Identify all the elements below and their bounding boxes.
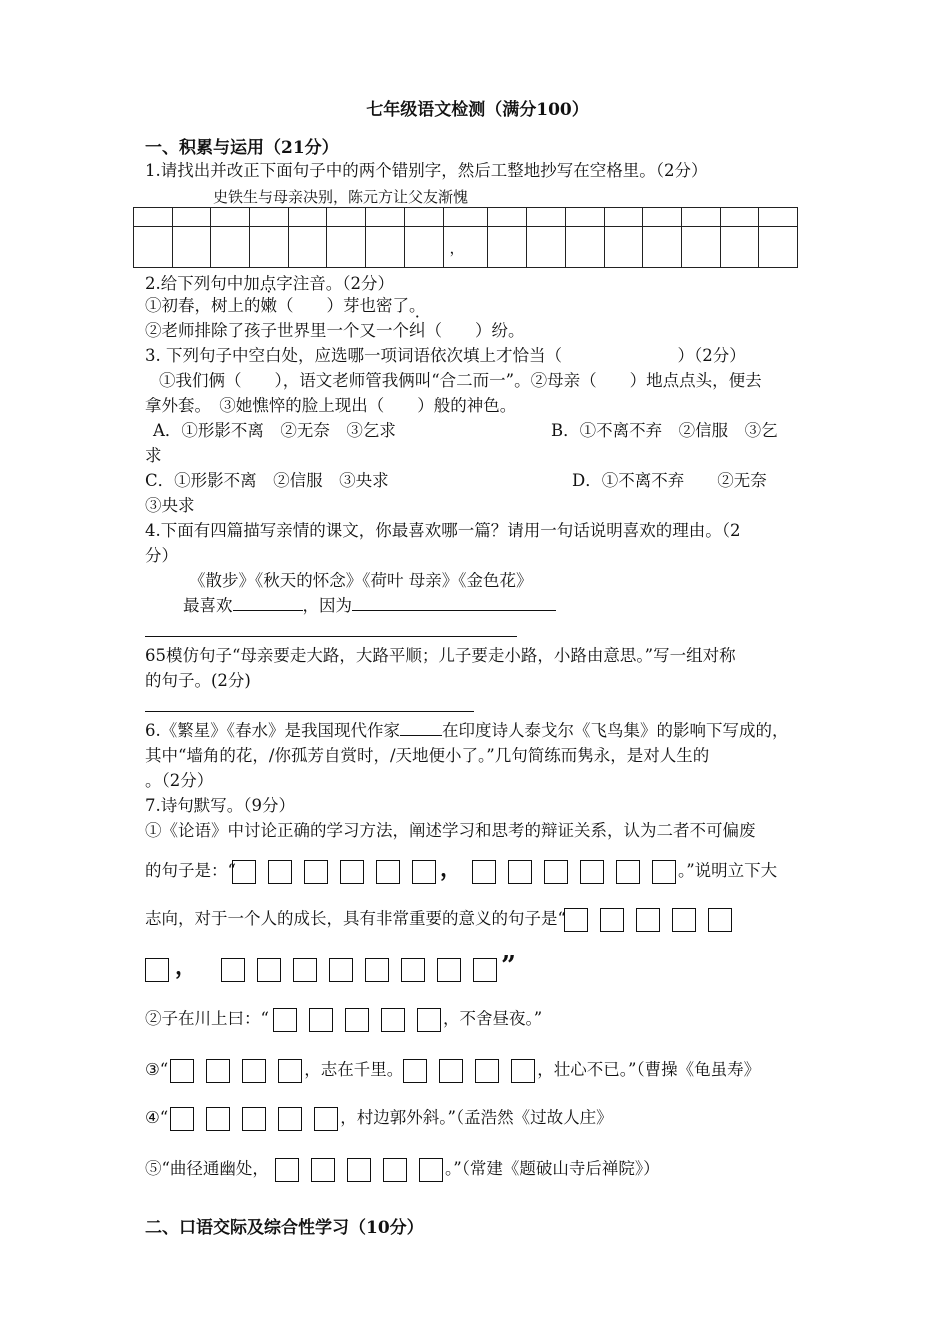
answer-box[interactable]: [376, 860, 400, 884]
grid-cell[interactable]: [759, 208, 798, 227]
q7-item5: [145, 1152, 660, 1186]
grid-cell[interactable]: [327, 227, 366, 268]
q3-option-d-tail: ③央求: [145, 496, 195, 515]
q4-text-line1: 4.下面有四篇描写亲情的课文，你最喜欢哪一篇？请用一句话说明喜欢的理由。（2: [145, 521, 741, 540]
grid-cell[interactable]: [288, 227, 327, 268]
q7-item5-prefix: ⑤“曲径通幽处，: [145, 1159, 269, 1178]
q7-item4-suffix: ，村边郭外斜。”（孟浩然《过故人庄》: [340, 1108, 613, 1127]
q4-text-line2: 分）: [145, 546, 178, 565]
q6-text-line3: 。（2分）: [145, 771, 214, 790]
q7-item4: [145, 1101, 613, 1135]
q5-text-line1: 65模仿句子“母亲要走大路，大路平顺；儿子要走小路，小路由意思。”写一组对称: [145, 646, 736, 665]
q4-titles: 《散步》《秋天的怀念》《荷叶 母亲》《金色花》: [189, 571, 533, 590]
answer-box[interactable]: [383, 1158, 407, 1182]
answer-box[interactable]: [652, 860, 676, 884]
answer-grid: [133, 207, 798, 268]
q5-answer-blank[interactable]: [145, 711, 474, 712]
q7-item2-prefix: ②子在川上曰：“: [145, 1009, 269, 1028]
q7-item3-prefix: ③“: [145, 1060, 169, 1079]
q7-item5-suffix: 。”（常建《题破山寺后禅院》）: [444, 1159, 660, 1178]
answer-box[interactable]: [309, 1008, 333, 1032]
answer-box[interactable]: [672, 908, 696, 932]
grid-cell[interactable]: [565, 227, 604, 268]
q4-because-label: ，因为: [302, 596, 352, 615]
q7-item1-prefix: 的句子是：“: [145, 861, 236, 880]
grid-cell[interactable]: [250, 208, 289, 227]
q7-item1-suffix: 。”说明立下大: [677, 861, 778, 880]
q2-item2-post: （ ）纷。: [425, 321, 525, 340]
grid-cell[interactable]: [604, 227, 643, 268]
q3-line2: 拿外套。 ③她憔悴的脸上现出（ ）般的神色。: [145, 396, 517, 415]
answer-box[interactable]: [221, 958, 245, 982]
q7-item2: [145, 1002, 542, 1036]
q6-author-blank[interactable]: [400, 718, 442, 736]
answer-box[interactable]: [475, 1059, 499, 1083]
q7-item1-line1: ①《论语》中讨论正确的学习方法，阐述学习和思考的辩证关系，认为二者不可偏废: [145, 821, 756, 840]
grid-cell[interactable]: [172, 227, 211, 268]
q7-item1-line4-comma: ，: [175, 954, 198, 980]
answer-box[interactable]: [340, 860, 364, 884]
q5-text-line2: 的句子。(2分): [145, 671, 251, 690]
answer-box[interactable]: [273, 1008, 297, 1032]
q7-item3-suffix: ，壮心不已。”（曹操《龟虽寿》: [537, 1060, 761, 1079]
q3-option-b: B．①不离不弃 ②信服 ③乞: [551, 421, 778, 440]
q2-item1-post: （ ）芽也密了。: [277, 296, 426, 315]
grid-cell[interactable]: [643, 227, 682, 268]
grid-cell[interactable]: [565, 208, 604, 227]
q4-answer-line: [183, 593, 556, 618]
q3-option-a: A．①形影不离 ②无奈 ③乞求: [153, 421, 396, 440]
grid-cell[interactable]: [327, 208, 366, 227]
answer-box[interactable]: [278, 1107, 302, 1131]
answer-box[interactable]: [257, 958, 281, 982]
answer-box[interactable]: [600, 908, 624, 932]
grid-cell[interactable]: [488, 208, 527, 227]
answer-box[interactable]: [636, 908, 660, 932]
answer-box[interactable]: [314, 1107, 338, 1131]
answer-box[interactable]: [544, 860, 568, 884]
grid-cell[interactable]: [443, 208, 488, 227]
q7-item1-line3: [145, 902, 744, 936]
answer-box[interactable]: [564, 908, 588, 932]
q2-item1-dotted-char: 嫩: [260, 296, 277, 315]
answer-box[interactable]: [437, 958, 461, 982]
grid-cell[interactable]: [488, 227, 527, 268]
answer-box[interactable]: [511, 1059, 535, 1083]
grid-cell[interactable]: [643, 208, 682, 227]
answer-box[interactable]: [170, 1107, 194, 1131]
q3-option-c: C．①形影不离 ②信服 ③央求: [145, 471, 389, 490]
grid-cell[interactable]: [404, 208, 443, 227]
q2-item1-pre: ①初春，树上的: [145, 296, 261, 315]
grid-cell[interactable]: [250, 227, 289, 268]
grid-cell[interactable]: [134, 227, 173, 268]
answer-box[interactable]: [242, 1059, 266, 1083]
q7-item4-prefix: ④“: [145, 1108, 169, 1127]
q7-item1-line2: [145, 852, 777, 888]
answer-box[interactable]: [275, 1158, 299, 1182]
answer-box[interactable]: [365, 958, 389, 982]
answer-box[interactable]: [345, 1008, 369, 1032]
q7-item3: [145, 1053, 760, 1087]
answer-box[interactable]: [401, 958, 425, 982]
answer-box[interactable]: [293, 958, 317, 982]
answer-box[interactable]: [311, 1158, 335, 1182]
answer-box[interactable]: [268, 860, 292, 884]
grid-cell[interactable]: [366, 227, 405, 268]
grid-cell[interactable]: [720, 227, 759, 268]
q2-item1: [145, 293, 426, 318]
grid-cell[interactable]: [759, 227, 798, 268]
q6-text-line1: [145, 718, 789, 743]
answer-box[interactable]: [329, 958, 353, 982]
answer-box[interactable]: [616, 860, 640, 884]
answer-box[interactable]: [580, 860, 604, 884]
q3-option-b-tail: 求: [145, 446, 162, 465]
answer-box[interactable]: [508, 860, 532, 884]
q3-line1: ①我们俩（ ），语文老师管我俩叫“合二而一”。②母亲（ ）地点点头，便去: [159, 371, 762, 390]
answer-box[interactable]: [417, 1008, 441, 1032]
q7-text: 7.诗句默写。（9分）: [145, 796, 295, 815]
q2-item2-dotted-char: 纠: [409, 321, 426, 340]
q2-item2: [145, 318, 525, 343]
answer-box[interactable]: [206, 1107, 230, 1131]
answer-box[interactable]: [206, 1059, 230, 1083]
answer-box[interactable]: [403, 1059, 427, 1083]
grid-cell[interactable]: [404, 227, 443, 268]
answer-box[interactable]: [381, 1008, 405, 1032]
grid-cell[interactable]: [366, 208, 405, 227]
q2-item2-pre: ②老师排除了孩子世界里一个又一个: [145, 321, 409, 340]
q7-item1-line3-text: 志向，对于一个人的成长，具有非常重要的意义的句子是“: [145, 909, 566, 928]
grid-cell[interactable]: [288, 208, 327, 227]
q6-text-line2: 其中“墙角的花，/你孤芳自赏时，/天地便小了。”几句简练而隽永，是对人生的: [145, 746, 710, 765]
answer-box[interactable]: [304, 860, 328, 884]
q1-sentence: 史铁生与母亲决别，陈元方让父友渐愧: [213, 188, 469, 206]
grid-cell[interactable]: [527, 208, 566, 227]
answer-box[interactable]: [473, 958, 497, 982]
q4-fav-blank[interactable]: [233, 593, 303, 611]
grid-cell[interactable]: [172, 208, 211, 227]
answer-box[interactable]: [170, 1059, 194, 1083]
answer-box[interactable]: [412, 860, 436, 884]
grid-cell[interactable]: [720, 208, 759, 227]
answer-box[interactable]: [708, 908, 732, 932]
grid-cell[interactable]: [134, 208, 173, 227]
grid-cell[interactable]: [681, 227, 720, 268]
answer-box[interactable]: [347, 1158, 371, 1182]
answer-box[interactable]: [232, 860, 256, 884]
grid-cell-comma[interactable]: ，: [443, 227, 488, 268]
q3-option-d: D．①不离不弃 ②无奈: [572, 471, 767, 490]
q1-text: 1.请找出并改正下面句子中的两个错别字，然后工整地抄写在空格里。（2分）: [145, 161, 708, 180]
section1-heading: 一、积累与运用（21分）: [145, 138, 339, 158]
q7-item1-line4: [145, 949, 516, 986]
q7-item1-close-quote: ”: [501, 951, 516, 981]
grid-cell[interactable]: [211, 227, 250, 268]
q4-reason-blank[interactable]: [352, 593, 556, 611]
answer-box[interactable]: [145, 958, 169, 982]
q7-item1-comma: ，: [439, 856, 462, 882]
answer-box[interactable]: [439, 1059, 463, 1083]
grid-cell[interactable]: [527, 227, 566, 268]
q4-fav-label: 最喜欢: [183, 596, 233, 615]
answer-box[interactable]: [242, 1107, 266, 1131]
answer-box[interactable]: [472, 860, 496, 884]
q7-item2-suffix: ，不舍昼夜。”: [442, 1009, 543, 1028]
grid-cell[interactable]: [211, 208, 250, 227]
q6-text-post: 在印度诗人泰戈尔《飞鸟集》的影响下写成的，: [442, 721, 789, 740]
q6-text-pre: 6.《繁星》《春水》是我国现代作家: [145, 721, 400, 740]
exam-title: 七年级语文检测（满分100）: [366, 100, 589, 120]
grid-cell[interactable]: [681, 208, 720, 227]
q7-item3-middle: ，志在千里。: [304, 1060, 404, 1079]
section2-heading: 二、口语交际及综合性学习（10分）: [145, 1218, 424, 1238]
answer-box[interactable]: [278, 1059, 302, 1083]
q4-extra-blank[interactable]: [145, 636, 517, 637]
answer-box[interactable]: [419, 1158, 443, 1182]
q3-text: 3. 下列句子中空白处，应选哪一项词语依次填上才恰当（ ）（2分）: [145, 346, 746, 365]
q2-text: 2.给下列句中加点字注音。（2分）: [145, 274, 394, 293]
grid-cell[interactable]: [604, 208, 643, 227]
